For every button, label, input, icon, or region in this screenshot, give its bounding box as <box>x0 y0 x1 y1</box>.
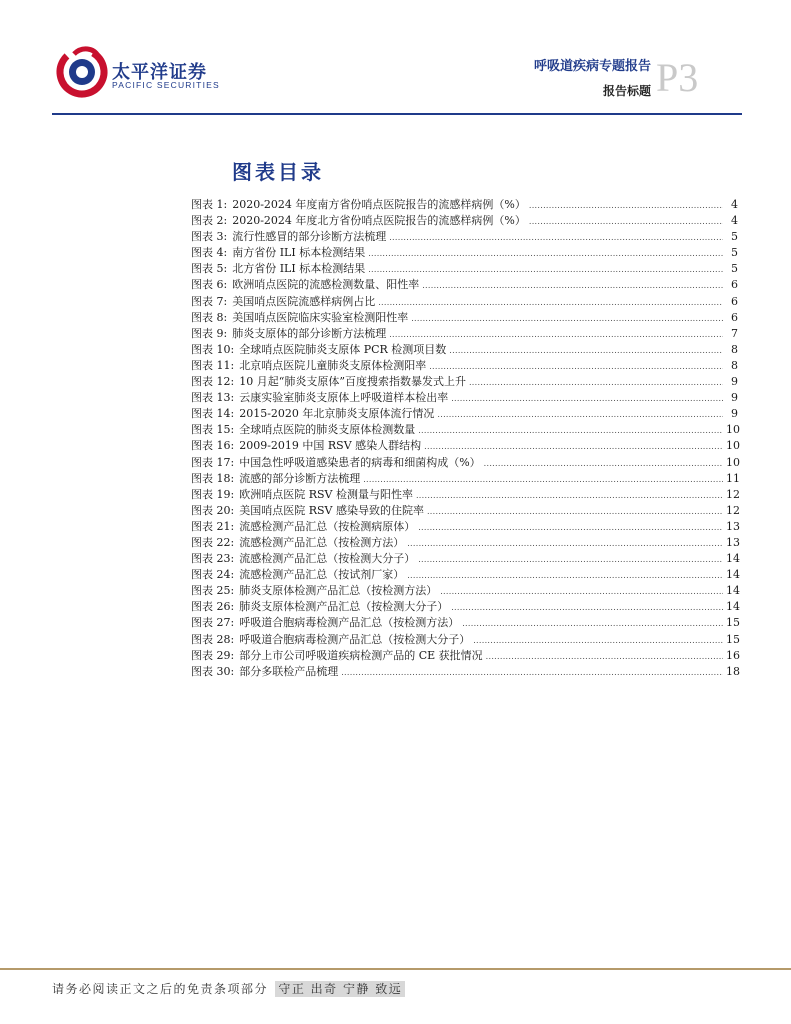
toc-leader-dots <box>341 665 723 681</box>
toc-entry-label: 图表 26: <box>191 600 235 614</box>
brand-name-en: PACIFIC SECURITIES <box>112 80 220 90</box>
toc-entry[interactable] <box>191 342 738 358</box>
toc-entry-title: 流感检测产品汇总（按检测病原体） <box>239 519 416 533</box>
toc-entry-title: 2020-2024 年度南方省份哨点医院报告的流感样病例（%） <box>232 198 526 211</box>
footer-slogan: 守正 出奇 宁静 致远 <box>275 981 405 997</box>
toc-leader-dots <box>473 633 723 649</box>
toc-entry-page: 13 <box>726 535 740 549</box>
toc-entry[interactable] <box>191 503 738 519</box>
toc-entry[interactable] <box>191 438 738 454</box>
toc-entry[interactable] <box>191 535 738 551</box>
toc-leader-dots <box>368 262 723 278</box>
toc-entry[interactable] <box>191 358 738 374</box>
toc-entry-title: 2015-2020 年北京肺炎支原体流行情况 <box>239 407 435 421</box>
toc-entry-label: 图表 25: <box>191 584 235 598</box>
toc-leader-dots <box>378 295 723 311</box>
toc-entry-page: 12 <box>726 487 740 501</box>
footer-disclaimer: 请务必阅读正文之后的免责条项部分 <box>52 982 269 996</box>
toc-entry-page: 5 <box>731 230 738 244</box>
brand-name-cn: 太平洋证券 <box>112 62 207 83</box>
toc-entry[interactable] <box>191 487 738 503</box>
toc-leader-dots <box>422 278 723 294</box>
toc-entry-page: 18 <box>726 664 740 678</box>
toc-entry-label: 图表 17: <box>191 455 235 469</box>
toc-entry-title: 流感检测产品汇总（按试剂厂家） <box>239 568 405 582</box>
toc-entry[interactable] <box>191 632 738 648</box>
toc-entry-label: 图表 23: <box>191 552 235 566</box>
toc-entry-title: 欧洲哨点医院的流感检测数量、阳性率 <box>232 278 420 292</box>
toc-entry-page: 10 <box>726 439 740 453</box>
toc-entry-title: 流感检测产品汇总（按检测方法） <box>239 535 405 549</box>
toc-entry-label: 图表 10: <box>191 342 235 356</box>
toc-entry-label: 图表 19: <box>191 487 235 501</box>
toc-entry-page: 14 <box>726 568 740 582</box>
toc-entry-label: 图表 22: <box>191 535 235 549</box>
toc-entry-page: 8 <box>731 358 738 372</box>
toc-entry-label: 图表 30: <box>191 664 235 678</box>
toc-entry-title: 流行性感冒的部分诊断方法梳理 <box>232 230 387 244</box>
toc-entry-label: 图表 3: <box>191 230 228 244</box>
toc-leader-dots <box>449 343 723 359</box>
toc-entry-title: 美国哨点医院流感样病例占比 <box>232 294 376 308</box>
toc-leader-dots <box>363 472 723 488</box>
toc-entry-label: 图表 28: <box>191 632 235 646</box>
toc-entry[interactable] <box>191 455 738 471</box>
toc-entry-title: 部分上市公司呼吸道疾病检测产品的 CE 获批情况 <box>239 648 483 662</box>
toc-entry[interactable] <box>191 213 738 229</box>
toc-heading: 图表目录 <box>232 160 324 184</box>
toc-entry-title: 流感的部分诊断方法梳理 <box>239 471 361 485</box>
toc-entry-label: 图表 20: <box>191 503 235 517</box>
toc-entry[interactable] <box>191 615 738 631</box>
toc-entry-page: 11 <box>726 471 740 485</box>
toc-entry-page: 14 <box>726 600 740 614</box>
toc-leader-dots <box>418 423 723 439</box>
toc-entry-page: 4 <box>731 198 738 211</box>
toc-entry[interactable] <box>191 261 738 277</box>
toc-leader-dots <box>451 600 723 616</box>
toc-leader-dots <box>427 504 723 520</box>
toc-entry[interactable] <box>191 326 738 342</box>
toc-leader-dots <box>411 311 723 327</box>
toc-entry[interactable] <box>191 422 738 438</box>
toc-entry-label: 图表 9: <box>191 326 228 340</box>
toc-leader-dots <box>368 246 723 262</box>
toc-entry-page: 10 <box>726 423 740 437</box>
toc-entry-title: 2009-2019 中国 RSV 感染人群结构 <box>239 439 422 453</box>
toc-entry[interactable] <box>191 277 738 293</box>
toc-entry[interactable] <box>191 197 738 213</box>
report-type: 呼吸道疾病专题报告 <box>533 59 651 74</box>
toc-entry-title: 北方省份 ILI 标本检测结果 <box>232 262 366 276</box>
toc-leader-dots <box>437 407 723 423</box>
toc-entry-page: 5 <box>731 246 738 260</box>
toc-entry-page: 15 <box>726 616 740 630</box>
toc-entry-page: 9 <box>731 375 738 389</box>
toc-entry[interactable] <box>191 294 738 310</box>
toc-leader-dots <box>451 391 723 407</box>
toc-entry-label: 图表 18: <box>191 471 235 485</box>
toc-leader-dots <box>418 520 723 536</box>
toc-entry-label: 图表 24: <box>191 568 235 582</box>
toc-entry-page: 12 <box>726 503 740 517</box>
toc-leader-dots <box>529 214 723 230</box>
toc-entry[interactable] <box>191 664 738 680</box>
toc-entry[interactable] <box>191 599 738 615</box>
toc-entry[interactable] <box>191 229 738 245</box>
toc-entry-title: 呼吸道合胞病毒检测产品汇总（按检测大分子） <box>239 632 471 646</box>
toc-leader-dots <box>529 198 723 214</box>
toc-entry-page: 4 <box>731 214 738 228</box>
header-divider <box>52 113 742 115</box>
toc-entry-label: 图表 2: <box>191 214 228 228</box>
toc-entry-page: 9 <box>731 407 738 421</box>
toc-entry[interactable] <box>191 519 738 535</box>
toc-list <box>191 197 738 680</box>
toc-leader-dots <box>416 488 723 504</box>
toc-entry-page: 8 <box>731 342 738 356</box>
toc-leader-dots <box>424 439 723 455</box>
page-marker: P3 <box>656 55 699 100</box>
toc-entry-page: 14 <box>726 552 740 566</box>
toc-entry-label: 图表 1: <box>191 198 228 211</box>
toc-entry-page: 6 <box>731 294 738 308</box>
toc-entry[interactable] <box>191 551 738 567</box>
toc-entry-label: 图表 16: <box>191 439 235 453</box>
toc-entry-title: 北京哨点医院儿童肺炎支原体检测阳率 <box>239 358 427 372</box>
toc-entry-label: 图表 7: <box>191 294 228 308</box>
toc-entry-title: 中国急性呼吸道感染患者的病毒和细菌构成（%） <box>239 455 481 469</box>
report-title: 报告标题 <box>602 84 651 98</box>
toc-entry[interactable] <box>191 406 738 422</box>
pacific-securities-logo <box>52 40 112 100</box>
toc-entry-title: 肺炎支原体检测产品汇总（按检测大分子） <box>239 600 449 614</box>
toc-leader-dots <box>429 359 723 375</box>
toc-entry-title: 美国哨点医院 RSV 感染导致的住院率 <box>239 503 424 517</box>
toc-entry-label: 图表 8: <box>191 310 228 324</box>
toc-entry-page: 13 <box>726 519 740 533</box>
toc-leader-dots <box>486 649 723 665</box>
toc-entry-page: 5 <box>731 262 738 276</box>
toc-entry-label: 图表 15: <box>191 423 235 437</box>
toc-entry[interactable] <box>191 567 738 583</box>
toc-entry-label: 图表 21: <box>191 519 235 533</box>
toc-entry-label: 图表 27: <box>191 616 235 630</box>
toc-entry-title: 美国哨点医院临床实验室检测阳性率 <box>232 310 409 324</box>
toc-entry-label: 图表 11: <box>191 358 235 372</box>
toc-entry-title: 全球哨点医院肺炎支原体 PCR 检测项目数 <box>239 342 447 356</box>
toc-entry[interactable] <box>191 390 738 406</box>
toc-entry-title: 10 月起“肺炎支原体”百度搜索指数暴发式上升 <box>239 375 466 389</box>
toc-entry-label: 图表 29: <box>191 648 235 662</box>
toc-entry-label: 图表 13: <box>191 391 235 405</box>
toc-entry-label: 图表 6: <box>191 278 228 292</box>
toc-entry[interactable] <box>191 583 738 599</box>
toc-entry-title: 云康实验室肺炎支原体上呼吸道样本检出率 <box>239 391 449 405</box>
toc-entry-title: 流感检测产品汇总（按检测大分子） <box>239 552 416 566</box>
toc-entry-page: 7 <box>731 326 738 340</box>
toc-entry[interactable] <box>191 648 738 664</box>
toc-entry[interactable] <box>191 245 738 261</box>
toc-entry-title: 南方省份 ILI 标本检测结果 <box>232 246 366 260</box>
toc-leader-dots <box>389 327 723 343</box>
footer <box>52 980 405 997</box>
toc-entry[interactable] <box>191 471 738 487</box>
toc-entry-label: 图表 12: <box>191 375 235 389</box>
toc-entry[interactable] <box>191 310 738 326</box>
toc-entry-page: 10 <box>726 455 740 469</box>
toc-entry-page: 16 <box>726 648 740 662</box>
toc-entry-label: 图表 4: <box>191 246 228 260</box>
toc-entry-page: 6 <box>731 310 738 324</box>
toc-entry-label: 图表 5: <box>191 262 228 276</box>
toc-entry-title: 部分多联检产品梳理 <box>239 664 339 678</box>
toc-leader-dots <box>418 552 723 568</box>
toc-leader-dots <box>469 375 723 391</box>
toc-entry-title: 肺炎支原体检测产品汇总（按检测方法） <box>239 584 438 598</box>
toc-entry-page: 15 <box>726 632 740 646</box>
toc-leader-dots <box>407 536 723 552</box>
toc-entry-page: 6 <box>731 278 738 292</box>
toc-leader-dots <box>407 568 723 584</box>
toc-leader-dots <box>462 616 723 632</box>
toc-entry-page: 9 <box>731 391 738 405</box>
toc-leader-dots <box>389 230 723 246</box>
toc-entry-title: 肺炎支原体的部分诊断方法梳理 <box>232 326 387 340</box>
toc-entry-title: 全球哨点医院的肺炎支原体检测数量 <box>239 423 416 437</box>
toc-entry-title: 2020-2024 年度北方省份哨点医院报告的流感样病例（%） <box>232 214 526 228</box>
toc-entry-title: 呼吸道合胞病毒检测产品汇总（按检测方法） <box>239 616 460 630</box>
toc-leader-dots <box>440 584 723 600</box>
toc-entry[interactable] <box>191 374 738 390</box>
footer-divider <box>0 968 791 970</box>
toc-entry-title: 欧洲哨点医院 RSV 检测量与阳性率 <box>239 487 413 501</box>
toc-leader-dots <box>484 456 723 472</box>
toc-entry-label: 图表 14: <box>191 407 235 421</box>
toc-entry-page: 14 <box>726 584 740 598</box>
